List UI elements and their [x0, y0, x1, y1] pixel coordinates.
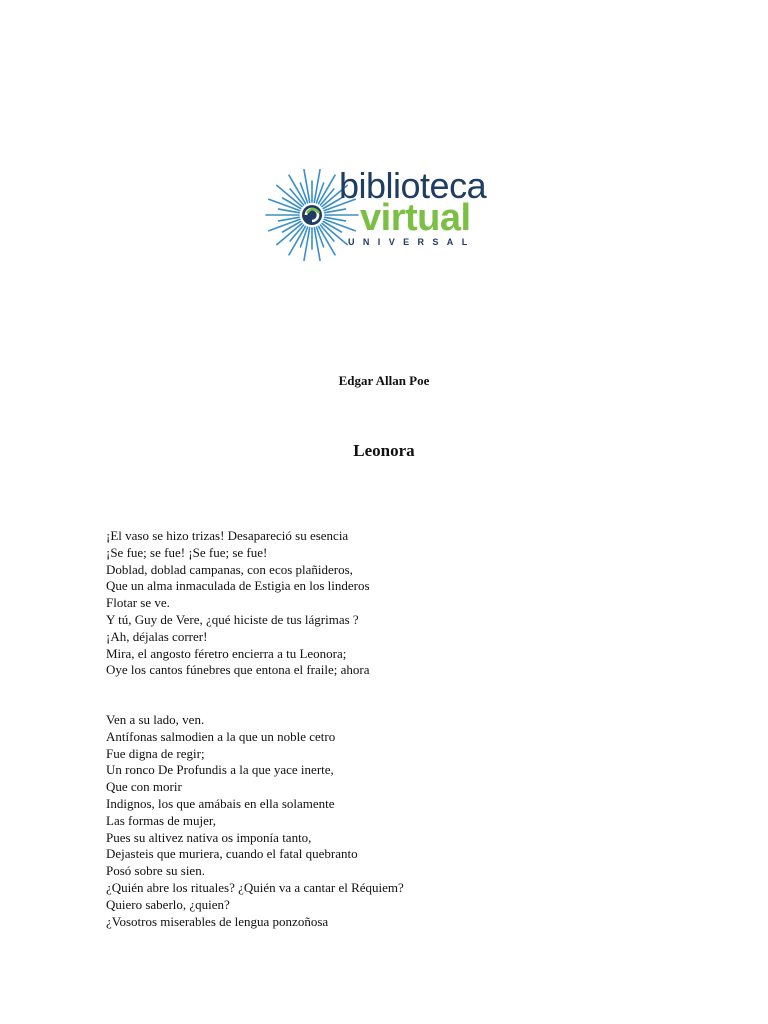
poem-line: Pues su altivez nativa os imponía tanto, — [106, 829, 312, 845]
logo-text-biblioteca: biblioteca — [339, 165, 487, 206]
stanza-1 — [106, 528, 370, 679]
poem-line: ¿Quién abre los rituales? ¿Quién va a cantar el Réquiem? — [106, 879, 404, 895]
poem-line: Fue digna de regir; — [106, 745, 205, 761]
poem-line: Antífonas salmodien a la que un noble cetro — [106, 728, 336, 744]
logo-text-universal: UNIVERSAL — [348, 237, 476, 247]
poem-line: Ven a su lado, ven. — [106, 712, 205, 727]
poem-line: ¡El vaso se hizo trizas! Desapareció su esencia — [106, 528, 349, 543]
poem-line: ¿Vosotros miserables de lengua ponzoñosa — [106, 913, 329, 929]
poem-title: Leonora — [353, 441, 415, 460]
poem-line: Un ronco De Profundis a la que yace inerte, — [106, 762, 334, 778]
poem-line: Dejasteis que muriera, cuando el fatal quebranto — [106, 846, 358, 862]
poem-line: ¡Se fue; se fue! ¡Se fue; se fue! — [106, 544, 268, 560]
author-name: Edgar Allan Poe — [338, 373, 430, 388]
poem-line: Y tú, Guy de Vere, ¿qué hiciste de tus lágrimas ? — [106, 611, 359, 627]
logo-text-virtual: virtual — [360, 197, 471, 239]
poem-line: ¡Ah, déjalas correr! — [106, 628, 208, 644]
poem-line: Que con morir — [106, 779, 182, 795]
poem-line: Mira, el angosto féretro encierra a tu Leonora; — [106, 645, 347, 661]
poem-line: Quiero saberlo, ¿quien? — [106, 896, 230, 912]
poem-line: Posó sobre su sien. — [106, 863, 205, 879]
poem-line: Oye los cantos fúnebres que entona el fraile; ahora — [106, 662, 370, 678]
stanza-2 — [106, 712, 404, 930]
biblioteca-virtual-logo — [262, 166, 507, 264]
poem-line: Doblad, doblad campanas, con ecos plañideros, — [106, 561, 353, 577]
poem-line: Las formas de mujer, — [106, 812, 216, 828]
poem-line: Flotar se ve. — [106, 595, 170, 611]
poem-line: Que un alma inmaculada de Estigia en los linderos — [106, 578, 370, 594]
poem-line: Indignos, los que amábais en ella solamente — [106, 795, 335, 811]
